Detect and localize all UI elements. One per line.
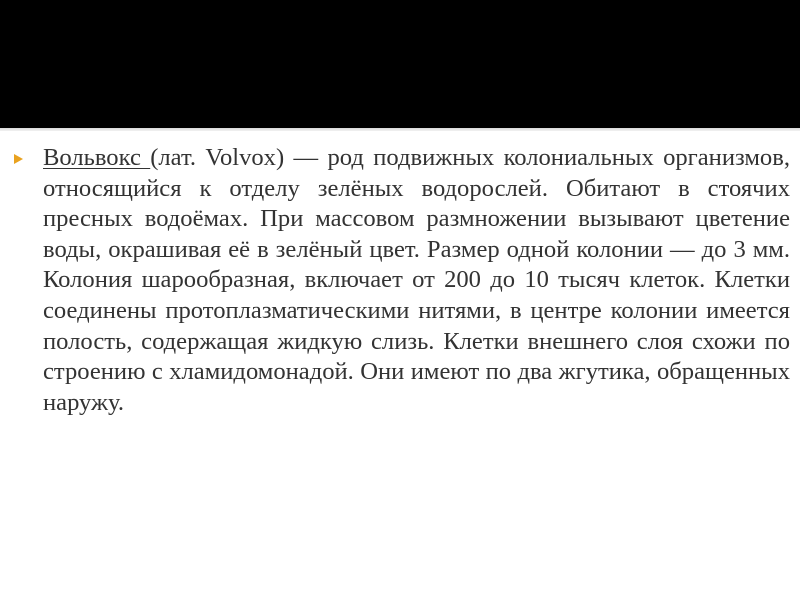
header-divider bbox=[0, 128, 800, 131]
bullet-item bbox=[14, 143, 790, 418]
term-volvox: Вольвокс bbox=[43, 144, 151, 171]
slide-content bbox=[14, 143, 790, 418]
body-text: (лат. Volvox) — род подвижных колониальных организмов, относящийся к отделу зелёных водорослей. Обитают в стоячих пресных водоёмах. При массовом размножении вызывают цветение воды, окрашивая её в зелёный цвет. Размер одной колонии — до 3 мм. Колония шарообразная, включает от 200 до 10 тысяч клеток. Клетки соединены протоплазматическими нитями, в центре колонии имеется полость, содержащая жидкую слизь. Клетки внешнего слоя схожи по строению с хламидомонадой. Они имеют по два жгутика, обращенных наружу. bbox=[43, 144, 790, 416]
bullet-text bbox=[43, 143, 790, 418]
bullet-icon bbox=[14, 154, 23, 164]
slide-header-band bbox=[0, 0, 800, 128]
